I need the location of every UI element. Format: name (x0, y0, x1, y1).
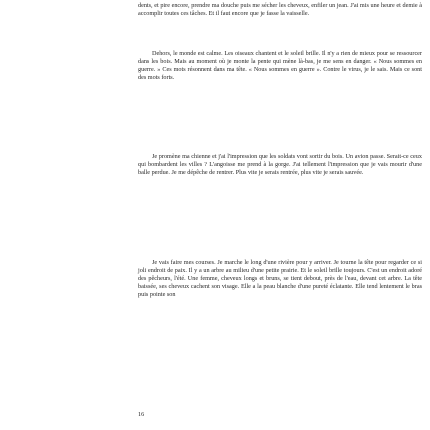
paragraph-2: Dehors, le monde est calme. Les oiseaux chantent et le soleil brille. Il n'y a rien de mieux pour se ressourcer dans les bois. Mais au moment où je monte la pente qui mène là-bas, je me sens en danger. « Nous sommes en guerre. » Ces mots résonnent dans ma tête. « Nous sommes en guerre ». Contre le virus, je le sais. Mais ce sont des mots forts. (138, 50, 422, 82)
page-number: 16 (138, 411, 145, 418)
text-column-para-2 (138, 50, 422, 82)
paragraph-1: dents, et pire encore, prendre ma douche puis me sécher les cheveux, enfiler un jean. J'ai mis une heure et demie à accomplir toutes ces tâches. Et il faut encore que je fasse la vaisselle. (138, 2, 422, 18)
paragraph-4: Je vais faire mes courses. Je marche le long d'une rivière pour y arriver. Je tourne la tête pour regarder ce si joli endroit de paix. Il y a un arbre au milieu d'une petite prairie. Et le soleil brille toujours. C'est un endroit adoré des pêcheurs, l'été. Une femme, cheveux longs et bruns, se tient debout, près de l'eau, devant cet arbre. La tête baissée, ses cheveux cachent son visage. Elle a la peau blanche d'une pureté éclatante. Elle tend lentement le bras puis pointe son (138, 259, 422, 299)
paragraph-3: Je promène ma chienne et j'ai l'impression que les soldats vont sortir du bois. Un avion passe. Serait-ce ceux qui bombardent les villes ? L'angoisse me prend à la gorge. J'ai tellement l'impression que je vais mourir d'une balle perdue. Je me dépêche de rentrer. Plus vite je serais rentrée, plus vite je serais sauvée. (138, 153, 422, 177)
text-column-para-3 (138, 153, 422, 177)
text-column-para-4 (138, 259, 422, 299)
text-column-para-1 (138, 2, 422, 18)
